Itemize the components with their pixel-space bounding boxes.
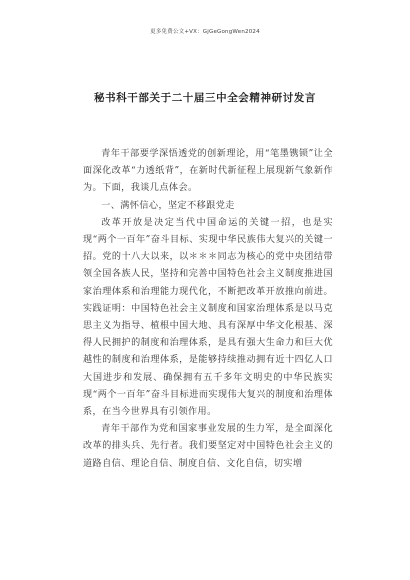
section-heading: 一、满怀信心，坚定不移跟党走 (101, 200, 235, 211)
document-body (83, 146, 333, 473)
header-note: 更多免费公文+VX：GjGeGongWen2024 (150, 29, 260, 35)
paragraph-intro: 青年干部要学深悟透党的创新理论，用“笔墨镌锁”让全面深化改革“力透纸背”，在新时代新征程上展现新气象新作为。下面，我谈几点体会。 (83, 149, 333, 194)
paragraph-reform: 改革开放是决定当代中国命运的关键一招，也是实现“两个一百年”奋斗目标、实现中华民族伟大复兴的关键一招。党的十八大以来，以＊＊＊同志为核心的党中央团结带领全国各族人民，坚持和完善中国特色社会主义制度推进国家治理体系和治理能力现代化，不断把改革开放推向前进。实践证明：中国特色社会主义制度和国家治理体系是以马克思主义为指导、植根中国大地、具有深厚中华文化根基、深得人民拥护的制度和治理体系，是具有强大生命力和巨大优越性的制度和治理体系，是能够持续推动拥有近十四亿人口大国进步和发展、确保拥有五千多年文明史的中华民族实现“两个一百年”奋斗目标进而实现伟大复兴的制度和治理体系，在当今世界具有引领作用。 (83, 217, 333, 418)
paragraph-youth: 青年干部作为党和国家事业发展的生力军，是全面深化改革的排头兵、先行者。我们要坚定对中国特色社会主义的道路自信、理论自信、制度自信、文化自信，切实增 (83, 424, 333, 469)
document-title: 秘书科干部关于二十届三中全会精神研讨发言 (94, 92, 316, 104)
